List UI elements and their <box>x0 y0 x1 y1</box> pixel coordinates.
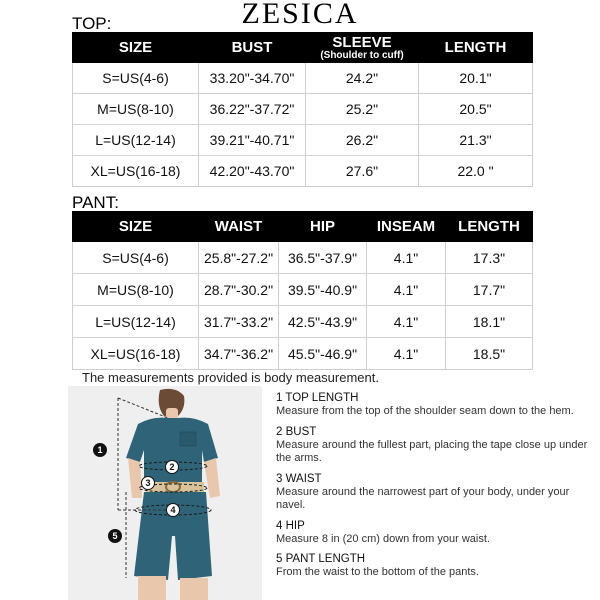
inseam-cell: 4.1" <box>367 274 446 306</box>
pant-header-inseam: INSEAM <box>367 212 446 242</box>
table-row <box>73 125 533 156</box>
length-cell: 22.0 " <box>419 156 533 187</box>
sleeve-cell: 27.6" <box>306 156 419 187</box>
pant-header-length: LENGTH <box>446 212 533 242</box>
instruction-desc: From the waist to the bottom of the pants. <box>276 566 479 578</box>
inseam-cell: 4.1" <box>367 338 446 370</box>
pant-header-size: SIZE <box>73 212 199 242</box>
table-row <box>73 274 533 306</box>
instruction-title: 5 PANT LENGTH <box>276 553 366 565</box>
measure-marker-5: 5 <box>108 529 122 543</box>
size-cell: L=US(12-14) <box>73 306 199 338</box>
sleeve-cell: 24.2" <box>306 63 419 94</box>
brand-logo: ZESICA <box>241 0 359 30</box>
instruction-desc: Measure around the narrowest part of your body, under your navel. <box>276 485 570 511</box>
hip-cell: 39.5"-40.9" <box>279 274 367 306</box>
waist-cell: 28.7"-30.2" <box>199 274 279 306</box>
top-section-label: TOP: <box>72 14 112 33</box>
instruction-title: 3 WAIST <box>276 472 322 485</box>
right-leg <box>180 578 208 600</box>
sleeve-sublabel: (Shoulder to cuff) <box>320 49 404 61</box>
instruction-desc: Measure around the fullest part, placing the tape close up under the arms. <box>276 438 588 464</box>
length-cell: 18.5" <box>446 338 533 370</box>
length-cell: 20.5" <box>419 94 533 125</box>
table-row <box>73 63 533 94</box>
hip-cell: 42.5"-43.9" <box>279 306 367 338</box>
measurement-note: The measurements provided is body measurement. <box>82 370 379 385</box>
hip-cell: 45.5"-46.9" <box>279 338 367 370</box>
bust-cell: 36.22"-37.72" <box>199 94 306 125</box>
pant-header-hip: HIP <box>279 212 367 242</box>
top-header-length: LENGTH <box>419 33 533 63</box>
pant-size-table <box>72 211 533 370</box>
top-size-table <box>72 32 533 187</box>
length-cell: 21.3" <box>419 125 533 156</box>
table-row <box>73 156 533 187</box>
instruction-title: 2 BUST <box>276 425 317 438</box>
table-row <box>73 306 533 338</box>
instruction-bust <box>276 425 596 466</box>
top-header-bust: BUST <box>199 33 306 63</box>
left-leg <box>138 576 166 600</box>
length-cell: 20.1" <box>419 63 533 94</box>
size-cell: M=US(8-10) <box>73 94 199 125</box>
instruction-pant-length <box>276 552 596 580</box>
measure-marker-1: 1 <box>93 443 107 457</box>
instruction-title: 4 HIP <box>276 519 305 532</box>
inseam-cell: 4.1" <box>367 306 446 338</box>
waist-cell: 34.7"-36.2" <box>199 338 279 370</box>
top-header-sleeve <box>306 33 419 63</box>
sleeve-cell: 26.2" <box>306 125 419 156</box>
measure-marker-3: 3 <box>141 476 155 490</box>
length-cell: 17.3" <box>446 242 533 274</box>
pant-header-row <box>73 212 533 242</box>
right-arm <box>204 458 220 498</box>
top-header-row <box>73 33 533 63</box>
measurement-instructions <box>276 391 596 586</box>
inseam-cell: 4.1" <box>367 242 446 274</box>
sleeve-label: SLEEVE <box>332 33 392 51</box>
size-cell: S=US(4-6) <box>73 63 199 94</box>
model-illustration <box>68 386 262 600</box>
bust-cell: 39.21"-40.71" <box>199 125 306 156</box>
table-row <box>73 338 533 370</box>
instruction-top-length <box>276 391 596 419</box>
sleeve-cell: 25.2" <box>306 94 419 125</box>
size-cell: XL=US(16-18) <box>73 156 199 187</box>
size-cell: M=US(8-10) <box>73 274 199 306</box>
pant-section-label: PANT: <box>72 193 119 212</box>
table-row <box>73 94 533 125</box>
size-cell: L=US(12-14) <box>73 125 199 156</box>
left-arm <box>128 458 142 498</box>
top-header-size: SIZE <box>73 33 199 63</box>
instruction-desc: Measure from the top of the shoulder seam down to the hem. <box>276 405 574 417</box>
waist-cell: 31.7"-33.2" <box>199 306 279 338</box>
chest-pocket <box>180 432 196 446</box>
measure-marker-2: 2 <box>165 460 179 474</box>
instruction-title: 1 TOP LENGTH <box>276 392 359 404</box>
instruction-desc: Measure 8 in (20 cm) down from your waist. <box>276 532 490 545</box>
bust-cell: 33.20"-34.70" <box>199 63 306 94</box>
length-cell: 18.1" <box>446 306 533 338</box>
length-cell: 17.7" <box>446 274 533 306</box>
waist-cell: 25.8"-27.2" <box>199 242 279 274</box>
bust-cell: 42.20"-43.70" <box>199 156 306 187</box>
size-cell: S=US(4-6) <box>73 242 199 274</box>
instruction-waist <box>276 472 596 513</box>
table-row <box>73 242 533 274</box>
measure-marker-4: 4 <box>166 503 180 517</box>
pant-header-waist: WAIST <box>199 212 279 242</box>
size-cell: XL=US(16-18) <box>73 338 199 370</box>
hip-cell: 36.5"-37.9" <box>279 242 367 274</box>
instruction-hip <box>276 519 596 547</box>
